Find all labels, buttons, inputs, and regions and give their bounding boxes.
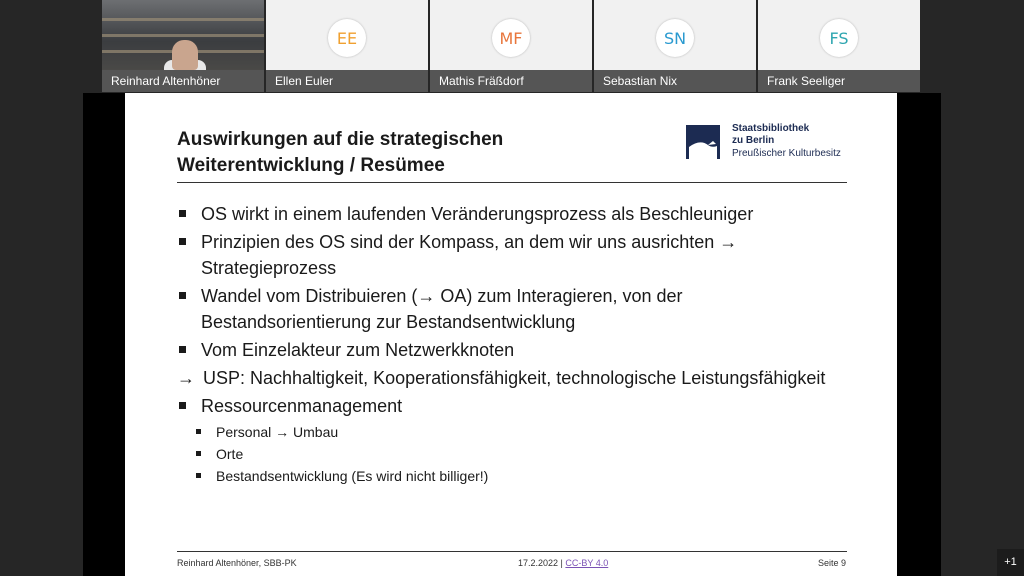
bullet-text: USP: Nachhaltigkeit, Kooperationsfähigkeit, technologische Leistungsfähigkeit	[203, 368, 826, 388]
sub-bullet-item	[177, 465, 857, 487]
bullet-item	[177, 337, 857, 363]
bullet-square-icon	[196, 451, 201, 456]
eagle-logo-icon	[686, 125, 720, 159]
arrow-right-icon: →	[177, 368, 195, 388]
title-divider	[177, 182, 847, 183]
bullet-text: OS wirkt in einem laufenden Veränderungsprozess als Beschleuniger	[201, 204, 754, 224]
bullet-square-icon	[179, 346, 186, 353]
participant-name: Mathis Fräßdorf	[430, 70, 592, 92]
bullet-square-icon	[196, 429, 201, 434]
bullet-text: Vom Einzelakteur zum Netzwerkknoten	[201, 340, 515, 360]
participant-tile[interactable]	[430, 0, 592, 92]
participant-name: Reinhard Altenhöner	[102, 70, 264, 92]
video-person	[172, 40, 198, 70]
bullet-square-icon	[179, 238, 186, 245]
bullet-item	[177, 365, 857, 391]
participant-tile[interactable]	[594, 0, 756, 92]
logo-text: Staatsbibliothek	[732, 123, 810, 134]
participant-name: Ellen Euler	[266, 70, 428, 92]
participant-name: Frank Seeliger	[758, 70, 920, 92]
background-shelf	[102, 34, 264, 37]
slide-title-line: Weiterentwicklung / Resümee	[177, 155, 445, 176]
bullet-item	[177, 229, 857, 281]
bullet-square-icon	[179, 292, 186, 299]
bullet-square-icon	[196, 473, 201, 478]
sub-bullet-text: Orte	[216, 446, 244, 462]
slide-title-line: Auswirkungen auf die strategischen	[177, 129, 504, 150]
participant-tile[interactable]	[266, 0, 428, 92]
participant-tile[interactable]	[758, 0, 920, 92]
footer-date-text: 17.2.2022 |	[518, 558, 566, 568]
license-link[interactable]: CC-BY 4.0	[565, 558, 609, 568]
bullet-item	[177, 283, 857, 335]
participant-tile[interactable]	[102, 0, 264, 92]
participant-avatar: SN	[656, 19, 694, 57]
participant-avatar: EE	[328, 19, 366, 57]
footer-author: Reinhard Altenhöner, SBB-PK	[177, 558, 297, 568]
presentation-slide	[125, 93, 897, 576]
sub-bullet-text: Personal → Umbau	[216, 424, 339, 440]
bullet-text: Wandel vom Distribuieren (→ OA) zum Interagieren, von der Bestandsorientierung zur Bestandsentwicklung	[201, 286, 683, 332]
logo-text: Preußischer Kulturbesitz	[732, 148, 841, 159]
bullet-square-icon	[179, 402, 186, 409]
more-participants-button[interactable]: +1	[997, 549, 1024, 576]
bullet-list	[177, 201, 857, 487]
shared-screen	[83, 93, 941, 576]
page-number: Seite 9	[817, 558, 846, 568]
participant-strip	[102, 0, 922, 92]
sub-bullet-item	[177, 421, 857, 443]
bullet-text: Ressourcenmanagement	[201, 396, 403, 416]
bullet-item	[177, 393, 857, 419]
sbb-logo	[686, 123, 866, 163]
participant-name: Sebastian Nix	[594, 70, 756, 92]
participant-avatar: MF	[492, 19, 530, 57]
footer-date	[518, 558, 608, 568]
bullet-text: Prinzipien des OS sind der Kompass, an dem wir uns ausrichten → Strategieprozess	[201, 232, 738, 278]
bullet-square-icon	[179, 210, 186, 217]
footer-divider	[177, 551, 847, 552]
sub-bullet-item	[177, 443, 857, 465]
logo-text: zu Berlin	[732, 135, 775, 146]
participant-avatar: FS	[820, 19, 858, 57]
bullet-item	[177, 201, 857, 227]
background-shelf	[102, 18, 264, 21]
sub-bullet-text: Bestandsentwicklung (Es wird nicht billiger!)	[216, 468, 489, 484]
slide-title	[177, 127, 503, 179]
